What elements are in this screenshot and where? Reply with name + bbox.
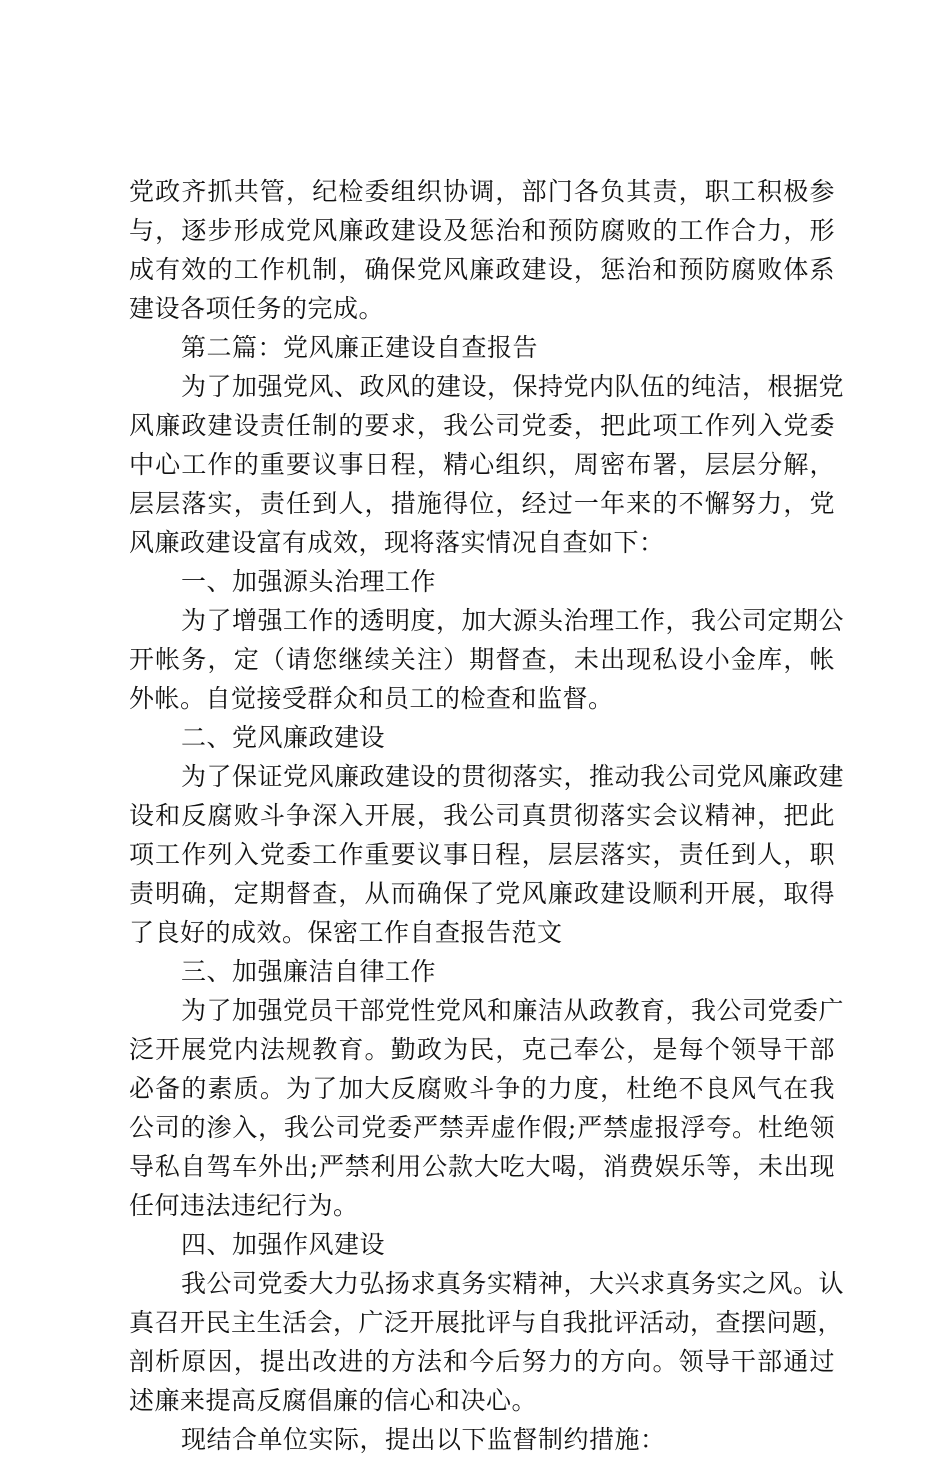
paragraph-first-line: 为了增强工作的透明度，加大源头治理工作，我公司定期公	[181, 606, 845, 635]
section-heading: 一、加强源头治理工作	[181, 567, 437, 596]
paragraph-first-line: 为了保证党风廉政建设的贯彻落实，推动我公司党风廉政建	[181, 762, 845, 791]
paragraph-last-line: 任何违法违纪行为。	[129, 1191, 359, 1220]
paragraph-last-line: 了良好的成效。保密工作自查报告范文	[129, 918, 563, 947]
section-heading: 第二篇：党风廉正建设自查报告	[181, 333, 539, 362]
paragraph-line: 真召开民主生活会，广泛开展批评与自我批评活动，查摆问题，	[129, 1308, 844, 1337]
paragraph-last-line: 风廉政建设富有成效，现将落实情况自查如下：	[129, 528, 665, 557]
paragraph-line: 导私自驾车外出;严禁利用公款大吃大喝，消费娱乐等，未出现	[129, 1152, 835, 1181]
paragraph-line: 成有效的工作机制，确保党风廉政建设，惩治和预防腐败体系	[129, 255, 835, 284]
paragraph-line: 项工作列入党委工作重要议事日程，层层落实，责任到人，职	[129, 840, 835, 869]
paragraph-last-line: 述廉来提高反腐倡廉的信心和决心。	[129, 1386, 538, 1415]
paragraph-line: 层层落实，责任到人，措施得位，经过一年来的不懈努力，党	[129, 489, 835, 518]
paragraph-first-line: 我公司党委大力弘扬求真务实精神，大兴求真务实之风。认	[181, 1269, 845, 1298]
paragraph-first-line: 为了加强党员干部党性党风和廉洁从政教育，我公司党委广	[181, 996, 845, 1025]
paragraph-line: 开帐务，定（请您继续关注）期督查，未出现私设小金库，帐	[129, 645, 835, 674]
paragraph-line: 公司的渗入，我公司党委严禁弄虚作假;严禁虚报浮夸。杜绝领	[129, 1113, 835, 1142]
paragraph-line: 设和反腐败斗争深入开展，我公司真贯彻落实会议精神，把此	[129, 801, 835, 830]
section-heading: 二、党风廉政建设	[181, 723, 386, 752]
section-heading: 三、加强廉洁自律工作	[181, 957, 437, 986]
section-heading: 现结合单位实际，提出以下监督制约措施：	[181, 1425, 666, 1454]
paragraph-last-line: 建设各项任务的完成。	[129, 294, 385, 323]
paragraph-line: 风廉政建设责任制的要求，我公司党委，把此项工作列入党委	[129, 411, 835, 440]
paragraph-line: 党政齐抓共管，纪检委组织协调，部门各负其责，职工积极参	[129, 177, 835, 206]
paragraph-line: 必备的素质。为了加大反腐败斗争的力度，杜绝不良风气在我	[129, 1074, 835, 1103]
paragraph-line: 与，逐步形成党风廉政建设及惩治和预防腐败的工作合力，形	[129, 216, 835, 245]
paragraph-line: 泛开展党内法规教育。勤政为民，克己奉公，是每个领导干部	[129, 1035, 835, 1064]
section-heading: 四、加强作风建设	[181, 1230, 386, 1259]
paragraph-first-line: 为了加强党风、政风的建设，保持党内队伍的纯洁，根据党	[181, 372, 845, 401]
paragraph-line: 中心工作的重要议事日程，精心组织，周密布署，层层分解，	[129, 450, 835, 479]
paragraph-line: 剖析原因，提出改进的方法和今后努力的方向。领导干部通过	[129, 1347, 835, 1376]
document-body	[129, 172, 845, 1459]
paragraph-last-line: 外帐。自觉接受群众和员工的检查和监督。	[129, 684, 614, 713]
paragraph-line: 责明确，定期督查，从而确保了党风廉政建设顺利开展，取得	[129, 879, 835, 908]
